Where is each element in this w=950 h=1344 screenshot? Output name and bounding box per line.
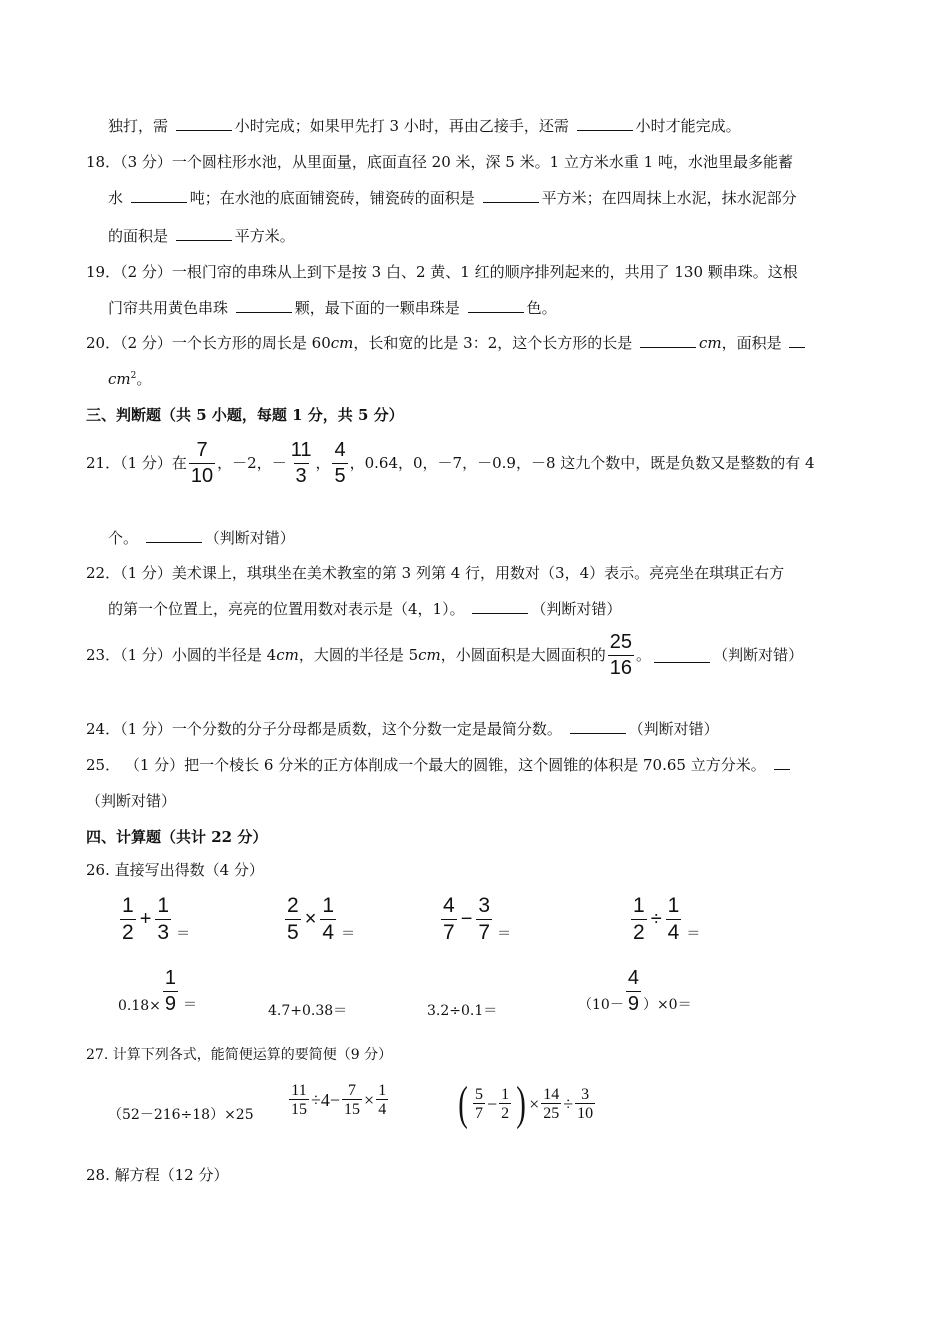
answer-blank[interactable] — [483, 188, 539, 203]
section-4-heading: 四、计算题（共计 22 分） — [86, 828, 268, 846]
fraction: $\frac{1}{2}$ — [122, 894, 134, 944]
q18-line3: 的面积是 平方米。 — [108, 227, 295, 245]
fraction: $\frac{1}{4}$ — [667, 894, 680, 944]
answer-blank[interactable] — [654, 648, 710, 663]
q17-tail: 独打，需 小时完成；如果甲先打 3 小时，再由乙接手，还需 小时才能完成。 — [108, 117, 741, 135]
q18-line1: 18．（3 分）一个圆柱形水池，从里面量，底面直径 20 米，深 5 米。1 立方米水重 1 吨，水池里最多能蓄 — [86, 153, 793, 171]
answer-blank[interactable] — [789, 333, 805, 348]
fraction: $\frac{25}{16}$ — [609, 631, 633, 679]
q26-item-7: 3.2÷0.1＝ — [427, 1003, 498, 1019]
fraction: $\frac{3}{10}$ — [577, 1085, 594, 1122]
q26-item-4: $\frac{1}{2}$ ÷ $\frac{1}{4}$ ＝ — [633, 894, 701, 944]
q28-title: 28. 解方程（12 分） — [86, 1166, 229, 1184]
q24-line: 24．（1 分）一个分数的分子分母都是质数，这个分数一定是最简分数。 （判断对错） — [86, 720, 719, 738]
fraction: $\frac{1}{9}$ — [164, 967, 177, 1015]
answer-blank[interactable] — [468, 298, 524, 313]
answer-blank[interactable] — [472, 599, 528, 614]
q18-line2: 水 吨；在水池的底面铺瓷砖，铺瓷砖的面积是 平方米；在四周抹上水泥，抹水泥部分 — [108, 189, 797, 207]
q25-line2: （判断对错） — [86, 792, 177, 810]
q27-expr-1: （52－216÷18）×25 — [108, 1107, 254, 1123]
q19-line1: 19．（2 分）一根门帘的串珠从上到下是按 3 白、2 黄、1 红的顺序排列起来的，共用了 130 颗串珠。这根 — [86, 263, 798, 281]
q19-line2: 门帘共用黄色串珠 颗，最下面的一颗串珠是 色。 — [108, 299, 557, 317]
q23-line: 23．（1 分）小圆的半径是 4 cm ，大圆的半径是 5 cm ，小圆面积是大圆面积的 $\frac{25}{16}$ 。 （判断对错） — [86, 631, 804, 679]
q20-line2: $cm^2$。 — [108, 370, 152, 388]
fraction: $\frac{1}{4}$ — [378, 1082, 387, 1118]
fraction: $\frac{1}{2}$ — [633, 894, 645, 944]
q27-title: 27. 计算下列各式，能简便运算的要简便（9 分） — [86, 1047, 393, 1063]
fraction: $\frac{7}{15}$ — [344, 1082, 361, 1118]
answer-blank[interactable] — [236, 298, 292, 313]
fraction: $\frac{1}{2}$ — [501, 1085, 510, 1122]
q21-line2: 个。 （判断对错） — [108, 529, 295, 547]
fraction: $\frac{1}{4}$ — [322, 894, 335, 944]
q26-item-2: $\frac{2}{5}$ × $\frac{1}{4}$ ＝ — [287, 894, 356, 944]
q25-line1: 25． （1 分）把一个棱长 6 分米的正方体削成一个最大的圆锥，这个圆锥的体积是 70.65 立方分米。 — [86, 755, 793, 775]
q26-item-8: （10－ $\frac{4}{9}$ ）×0＝ — [578, 967, 692, 1015]
q27-expr-2: $\frac{11}{15}$ ÷4− $\frac{7}{15}$ × $\frac{1}{4}$ — [291, 1082, 387, 1118]
fraction: $\frac{7}{10}$ — [190, 439, 214, 487]
q26-item-5: 0.18× $\frac{1}{9}$ ＝ — [118, 967, 198, 1015]
q26-item-6: 4.7+0.38＝ — [268, 1003, 348, 1019]
q22-line1: 22．（1 分）美术课上，琪琪坐在美术教室的第 3 列第 4 行，用数对（3，4）表示。亮亮坐在琪琪正右方 — [86, 564, 785, 582]
answer-blank[interactable] — [570, 719, 626, 734]
fraction: $\frac{1}{3}$ — [157, 894, 170, 944]
answer-blank[interactable] — [131, 188, 187, 203]
fraction: $\frac{4}{7}$ — [443, 894, 455, 944]
fraction: $\frac{4}{9}$ — [627, 967, 639, 1015]
answer-blank[interactable] — [577, 116, 633, 131]
fraction: $\frac{5}{7}$ — [474, 1085, 483, 1122]
answer-blank[interactable] — [640, 333, 696, 348]
fraction: $\frac{11}{3}$ — [290, 439, 312, 487]
fraction: $\frac{4}{5}$ — [334, 439, 346, 487]
q26-item-3: $\frac{4}{7}$ − $\frac{3}{7}$ ＝ — [443, 894, 512, 944]
answer-blank[interactable] — [774, 755, 790, 770]
answer-blank[interactable] — [176, 226, 232, 241]
q20-line1: 20．（2 分）一个长方形的周长是 60cm，长和宽的比是 3：2，这个长方形的长是 cm，面积是 — [86, 333, 808, 353]
fraction: $\frac{14}{25}$ — [543, 1085, 560, 1122]
answer-blank[interactable] — [176, 116, 232, 131]
answer-blank[interactable] — [146, 528, 202, 543]
q22-line2: 的第一个位置上，亮亮的位置用数对表示是（4，1）。 （判断对错） — [108, 600, 622, 618]
fraction: $\frac{11}{15}$ — [291, 1082, 307, 1118]
q27-expr-3: ( $\frac{5}{7}$ − $\frac{1}{2}$ ) × $\frac{14}{25}$ ÷ $\frac{3}{10}$ — [458, 1077, 594, 1130]
q26-title: 26. 直接写出得数（4 分） — [86, 861, 264, 879]
q26-item-1: $\frac{1}{2}$ + $\frac{1}{3}$ ＝ — [122, 894, 191, 944]
q21-line1: 21．（1 分）在 $\frac{7}{10}$ ，－2，－ $\frac{11}{3}$ ， $\frac{4}{5}$ ，0.64，0，－7，－0.9，－8 这九个数中，既是负数又是整数的有 4 — [86, 439, 815, 487]
fraction: $\frac{3}{7}$ — [478, 894, 491, 944]
section-3-heading: 三、判断题（共 5 小题，每题 1 分，共 5 分） — [86, 406, 404, 424]
fraction: $\frac{2}{5}$ — [287, 894, 299, 944]
